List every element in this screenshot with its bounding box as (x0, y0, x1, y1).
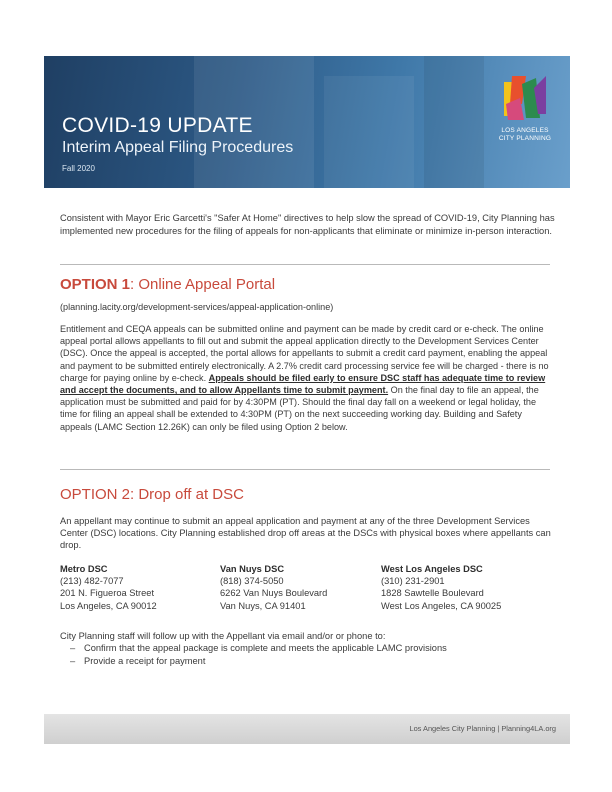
list-item-text: Provide a receipt for payment (84, 655, 206, 666)
issue-date: Fall 2020 (62, 164, 95, 173)
dash-bullet: – (70, 655, 76, 666)
header-banner (44, 56, 570, 188)
option-1-url: (planning.lacity.org/development-services/appeal-application-online) (60, 302, 334, 312)
logo-line-1: LOS ANGELES (501, 127, 549, 134)
list-item-text: Confirm that the appeal package is complete and meets the applicable LAMC provisions (84, 643, 447, 654)
dsc-phone: (310) 231-2901 (381, 576, 445, 587)
dsc-location-van-nuys (220, 563, 327, 612)
option-1-body-text-2: On the final day to file an appeal, the application must be submitted and paid for by 4:30PM (PT). Should the final day fall on a weekend or legal holiday, the time for filing an appeal shall be extended to 4:30PM (PT) on the next succeeding working day. Building and Safety appeals (LAMC Section 12.26K) can only be filed using Option 2 below. (60, 385, 539, 432)
logo-text (494, 127, 556, 142)
dsc-name: Van Nuys DSC (220, 564, 285, 574)
option-1-body (60, 323, 554, 433)
dsc-phone: (818) 374-5050 (220, 576, 284, 587)
list-item (60, 642, 554, 654)
dsc-phone: (213) 482-7077 (60, 576, 124, 587)
divider (60, 264, 550, 265)
dsc-city: Van Nuys, CA 91401 (220, 600, 306, 611)
list-item (60, 655, 554, 667)
page-subtitle: Interim Appeal Filing Procedures (62, 139, 294, 156)
dsc-location-west-la (381, 563, 501, 612)
dash-bullet: – (70, 643, 76, 654)
footer-bar (44, 714, 570, 744)
dsc-city: Los Angeles, CA 90012 (60, 600, 157, 611)
banner-text (62, 114, 293, 173)
logo-mark-icon (500, 74, 550, 124)
option-1-prefix: OPTION 1 (60, 276, 131, 293)
dsc-street: 1828 Sawtelle Boulevard (381, 588, 484, 599)
option-1-emphasis: Appeals should be filed early to ensure DSC staff has adequate time to review and accept the documents, and to allow Appellants time to submit payment. (60, 372, 546, 396)
follow-up-section (60, 630, 554, 667)
logo-line-2: CITY PLANNING (498, 134, 552, 142)
divider (60, 469, 550, 470)
dsc-street: 6262 Van Nuys Boulevard (220, 588, 328, 599)
dsc-name: Metro DSC (60, 564, 108, 574)
option-1-heading (60, 276, 275, 293)
option-2-heading: OPTION 2: Drop off at DSC (60, 486, 244, 503)
option-1-body-text: Entitlement and CEQA appeals can be submitted online and payment can be made by credit card or e-check. The online appeal portal allows appellants to fill out and submit the appeal application directly to the Development Services Center (DSC). Once the appeal is accepted, the portal allows for appellants to submit a credit card payment, enabling the appeal and payment to be submitted entirely electronically. A 2.7% credit card processing service fee will be charged - there is no charge for paying online by e-check. (60, 324, 549, 383)
page-title: COVID-19 UPDATE (62, 114, 253, 137)
option-2-body: An appellant may continue to submit an appeal application and payment at any of the three Development Services Center (DSC) locations. City Planning established drop off areas at the DSCs with physical boxes where appellants can drop. (60, 516, 551, 551)
la-city-planning-logo (494, 74, 556, 142)
dsc-street: 201 N. Figueroa Street (60, 588, 155, 599)
footer-text: Los Angeles City Planning | Planning4LA.org (409, 724, 556, 733)
intro-paragraph: Consistent with Mayor Eric Garcetti's "Safer At Home" directives to help slow the spread of COVID-19, City Planning has implemented new procedures for the filing of appeals for non-applicants that eliminate or minimize in-person interaction. (60, 213, 555, 236)
dsc-name: West Los Angeles DSC (381, 564, 483, 574)
dsc-location-metro (60, 563, 157, 612)
follow-up-text: City Planning staff will follow up with the Appellant via email and/or or phone to: (60, 631, 386, 641)
option-1-title: : Online Appeal Portal (130, 276, 276, 293)
dsc-city: West Los Angeles, CA 90025 (381, 600, 502, 611)
